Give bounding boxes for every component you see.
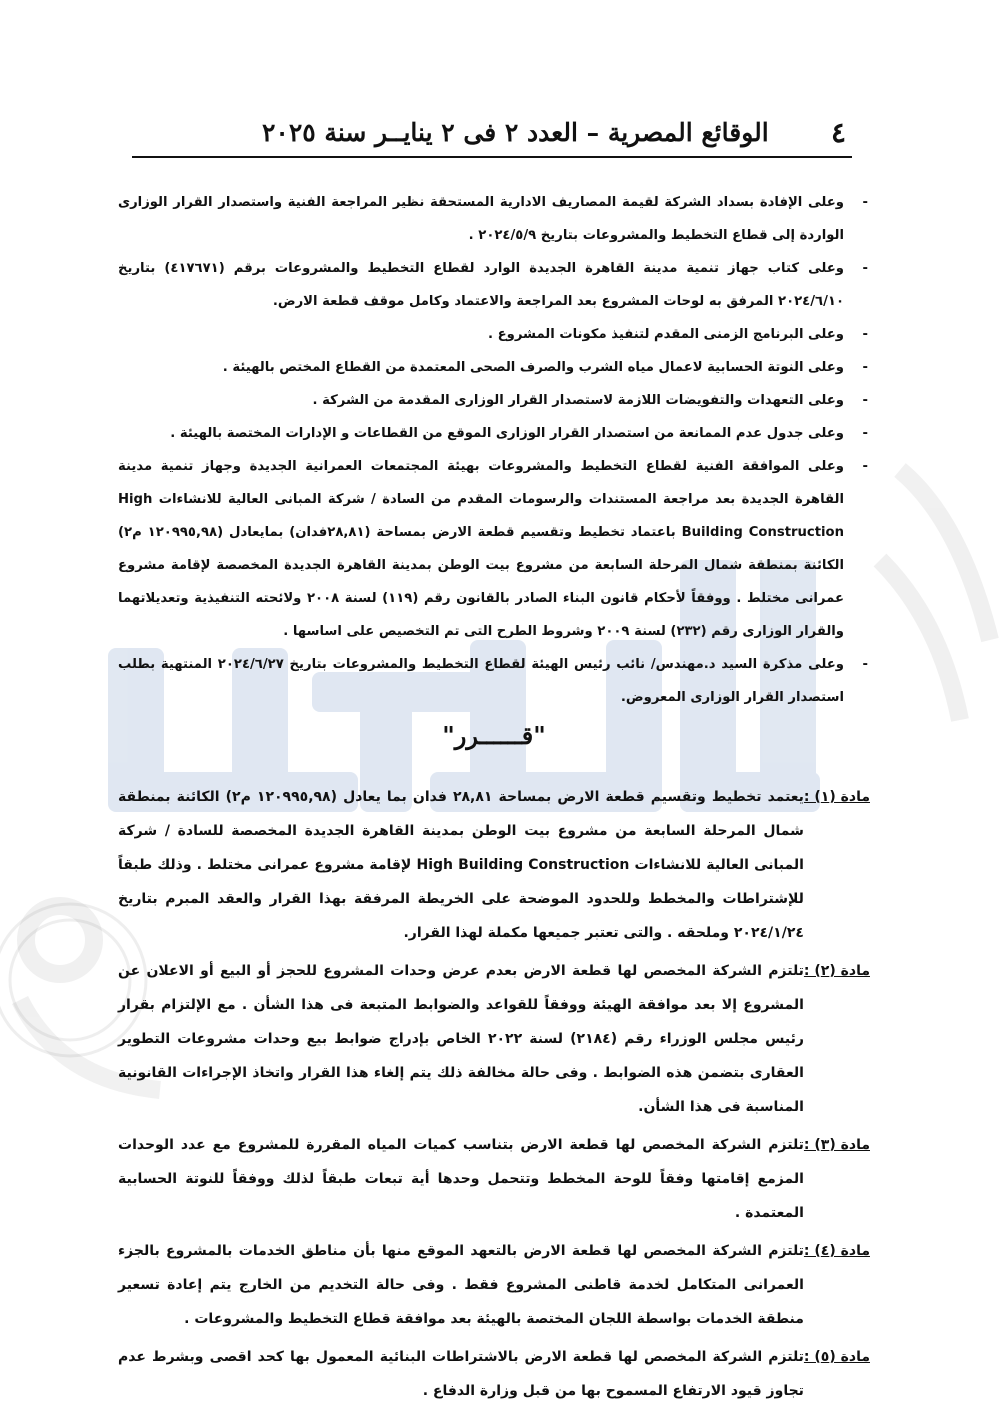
preamble-text: وعلى الإفادة بسداد الشركة لقيمة المصاريف الادارية المستحقة نظير المراجعة الفنية واستصدار القرار الوزارى الواردة إلى قطاع التخطيط والمشروعات بتاريخ ٢٠٢٤/٥/٩ .	[118, 195, 844, 243]
articles-list	[118, 780, 870, 1408]
bullet-dash: -	[862, 261, 868, 276]
page-number: ٤	[830, 116, 846, 149]
preamble-item	[118, 417, 870, 450]
preamble-item	[118, 318, 870, 351]
preamble-item	[118, 384, 870, 417]
preamble-text: وعلى التعهدات والتفويضات اللازمة لاستصدار القرار الوزارى المقدمة من الشركة .	[312, 393, 844, 408]
article-label: مادة (٢) :	[803, 963, 870, 979]
bullet-dash: -	[862, 393, 868, 408]
preamble-item	[118, 648, 870, 714]
article-2	[118, 954, 870, 1124]
preamble-item	[118, 252, 870, 318]
preamble-item	[118, 351, 870, 384]
article-text: تلتزم الشركة المخصص لها قطعة الارض بتناسب كميات المياه المقررة للمشروع مع عدد الوحدات المزمع إقامتها وفقاً للوحة المخطط وتتحمل وحدها أية تبعات طبقاً لذلك ووفقاً للنوتة الحسابية المعتمدة .	[118, 1137, 804, 1221]
preamble-text: وعلى جدول عدم الممانعة من استصدار القرار الوزارى الموقع من القطاعات و الإدارات المختصة بالهيئة .	[170, 426, 844, 441]
bullet-dash: -	[862, 360, 868, 375]
bullet-dash: -	[862, 426, 868, 441]
decree-body	[118, 186, 870, 1408]
article-text: يعتمد تخطيط وتقسيم قطعة الارض بمساحة ٢٨,٨١ فدان بما يعادل (١٢٠٩٩٥,٩٨ م٢) الكائنة بمنطقة شمال المرحلة السابعة من مشروع بيت الوطن بمدينة القاهرة الجديدة المخصصة للسادة / شركة المبانى العالية للانشاءات High Building Construction لإقامة مشروع عمرانى مختلط . وذلك طبقاً للإشتراطات والمخطط وللحدود الموضحة على الخريطة المرفقة بهذا القرار والعقد المبرم بتاريخ ٢٠٢٤/١/٢٤ وملحقه . والتى تعتبر جميعها مكملة لهذا القرار.	[118, 789, 804, 941]
preamble-text: وعلى الموافقة الفنية لقطاع التخطيط والمشروعات بهيئة المجتمعات العمرانية الجديدة وجهاز تنمية مدينة القاهرة الجديدة بعد مراجعة المستندات والرسومات المقدم من السادة / شركة المبانى العالية للانشاءات High Building Construction باعتماد تخطيط وتقسيم قطعة الارض بمساحة (٢٨,٨١فدان) بمايعادل (١٢٠٩٩٥,٩٨ م٢) الكائنة بمنطقة شمال المرحلة السابعة من مشروع بيت الوطن بمدينة القاهرة الجديدة المخصصة لإقامة مشروع عمرانى مختلط . ووفقاً لأحكام قانون البناء الصادر بالقانون رقم (١١٩) لسنة ٢٠٠٨ ولائحته التنفيذية وتعديلاتهما والقرار الوزارى رقم (٢٣٢) لسنة ٢٠٠٩ وشروط الطرح التى تم التخصيص على اساسها .	[118, 459, 844, 639]
article-3	[118, 1128, 870, 1230]
article-1	[118, 780, 870, 950]
preamble-item	[118, 186, 870, 252]
article-text: تلتزم الشركة المخصص لها قطعة الارض بالتعهد الموقع منها بأن مناطق الخدمات بالمشروع بالجزء العمرانى المتكامل لخدمة قاطنى المشروع فقط . وفى حالة التخديم من الخارج يتم إعادة تسعير منطقة الخدمات بواسطة اللجان المختصة بالهيئة بعد موافقة قطاع التخطيط والمشروعات .	[118, 1243, 804, 1327]
preamble-item	[118, 450, 870, 648]
preamble-list	[118, 186, 870, 714]
bullet-dash: -	[862, 195, 868, 210]
article-text: تلتزم الشركة المخصص لها قطعة الارض بعدم عرض وحدات المشروع للحجز أو البيع أو الاعلان عن المشروع إلا بعد موافقة الهيئة ووفقاً للقواعد والضوابط المتبعة فى هذا الشأن . مع الإلتزام بقرار رئيس مجلس الوزراء رقم (٢١٨٤) لسنة ٢٠٢٢ الخاص بإدراج ضوابط بيع وحدات مشروعات التطوير العقارى بتضمن هذه الضوابط . وفى حالة مخالفة ذلك يتم إلغاء هذا القرار واتخاذ الإجراءات القانونية المناسبة فى هذا الشأن.	[118, 963, 804, 1115]
article-5	[118, 1340, 870, 1408]
article-label: مادة (٥) :	[803, 1349, 870, 1365]
page-header	[132, 112, 852, 158]
article-label: مادة (٤) :	[803, 1243, 870, 1259]
article-label: مادة (٣) :	[803, 1137, 870, 1153]
publication-title: الوقائع المصرية – العدد ٢ فى ٢ ينايــر سنة ٢٠٢٥	[262, 118, 769, 147]
bullet-dash: -	[862, 657, 868, 672]
article-label: مادة (١) :	[803, 789, 870, 805]
bullet-dash: -	[862, 459, 868, 474]
preamble-text: وعلى النوتة الحسابية لاعمال مياه الشرب والصرف الصحى المعتمدة من القطاع المختص بالهيئة .	[222, 360, 844, 375]
article-4	[118, 1234, 870, 1336]
preamble-text: وعلى البرنامج الزمنى المقدم لتنفيذ مكونات المشروع .	[488, 327, 844, 342]
decree-title: "قــــــرر"	[442, 721, 546, 750]
article-text: تلتزم الشركة المخصص لها قطعة الارض بالاشتراطات البنائية المعمول بها كحد اقصى وبشرط عدم تجاوز قيود الارتفاع المسموح بها من قبل وزارة الدفاع .	[118, 1349, 804, 1399]
bullet-dash: -	[862, 327, 868, 342]
preamble-text: وعلى مذكرة السيد د.مهندس/ نائب رئيس الهيئة لقطاع التخطيط والمشروعات بتاريخ ٢٠٢٤/٦/٢٧ المنتهية بطلب استصدار القرار الوزارى المعروض.	[118, 657, 844, 705]
preamble-text: وعلى كتاب جهاز تنمية مدينة القاهرة الجديدة الوارد لقطاع التخطيط والمشروعات برقم (٤١٧٦٧١) بتاريخ ٢٠٢٤/٦/١٠ المرفق به لوحات المشروع بعد المراجعة والاعتماد وكامل موقف قطعة الارض.	[118, 261, 845, 309]
